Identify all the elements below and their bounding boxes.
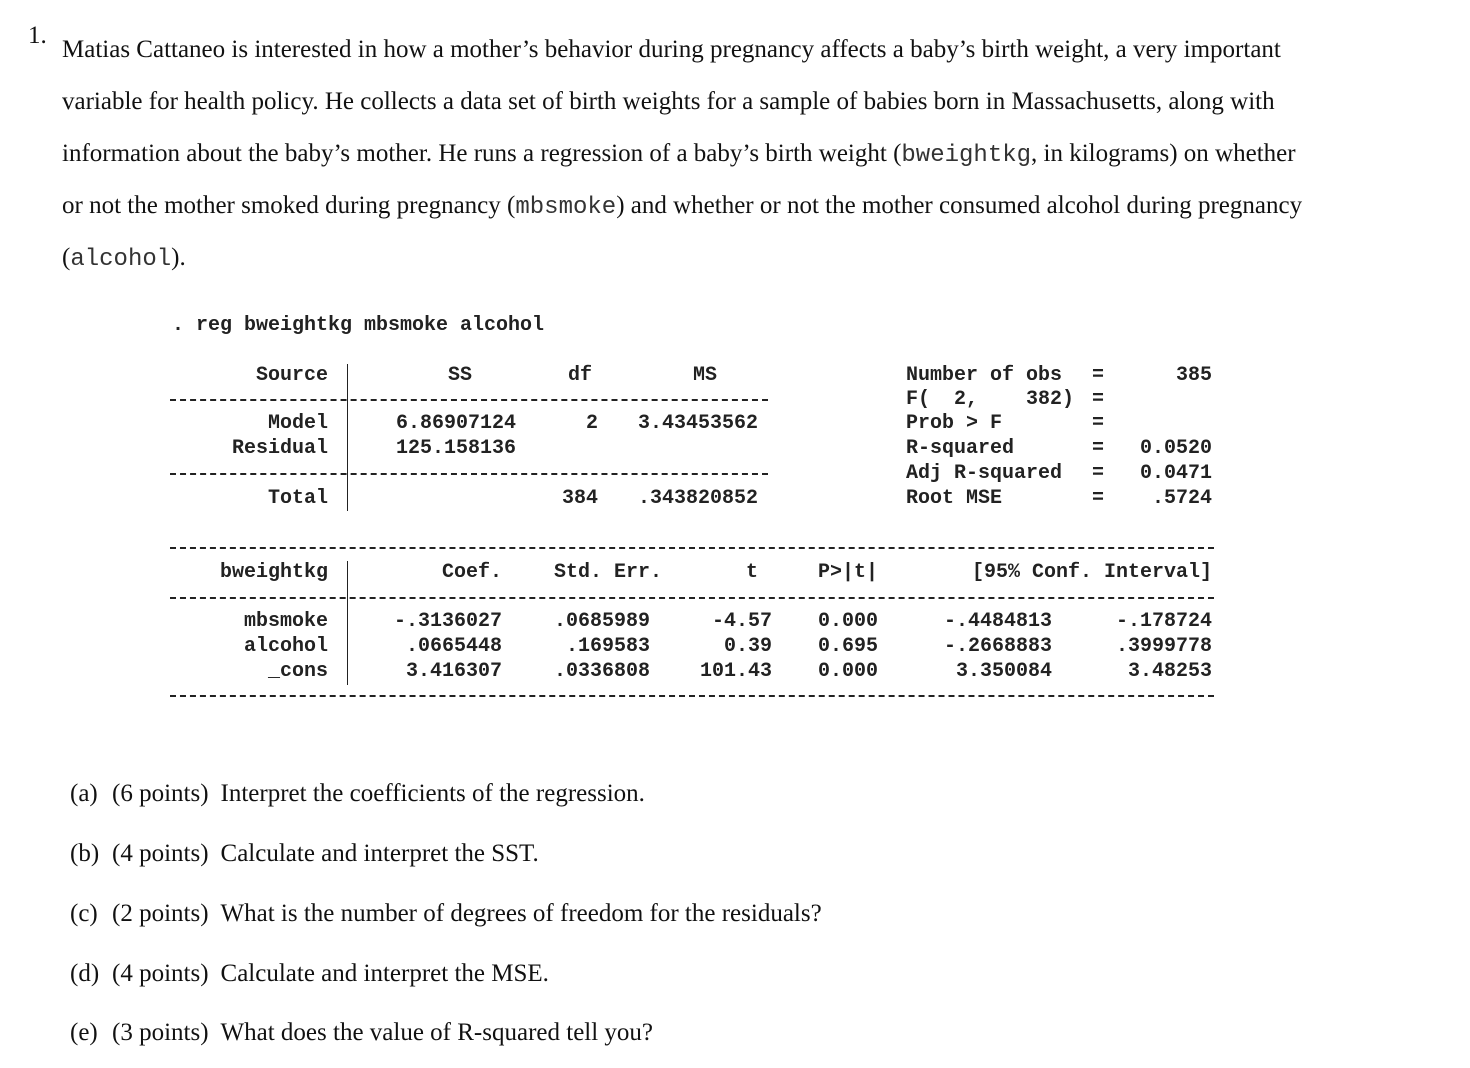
problem-line-2: variable for health policy. He collects a data set of birth weights for a sample of babies born in Massachusetts, along with bbox=[62, 88, 1275, 115]
coef-header-ci: [95% Conf. Interval] bbox=[971, 561, 1212, 584]
stat-label-adjrsq: Adj R-squared bbox=[906, 462, 1063, 485]
stat-eq-rsq: = bbox=[1092, 437, 1105, 460]
coef-p-cons: 0.000 bbox=[817, 660, 878, 683]
stat-eq-adjrsq: = bbox=[1092, 462, 1105, 485]
question-label: (a) bbox=[70, 780, 98, 807]
coef-separator-top bbox=[170, 547, 1214, 549]
problem-line-5 bbox=[62, 244, 186, 273]
anova-source-model: Model bbox=[267, 412, 328, 435]
stat-value-nobs: 385 bbox=[1175, 364, 1212, 387]
question-label: (b) bbox=[70, 840, 100, 867]
line5-close: ). bbox=[171, 244, 186, 271]
anova-ss-model: 6.86907124 bbox=[395, 412, 516, 435]
anova-separator-mid bbox=[170, 473, 768, 475]
anova-df-model: 2 bbox=[585, 412, 598, 435]
stat-eq-probf: = bbox=[1092, 412, 1105, 435]
stat-value-adjrsq: 0.0471 bbox=[1139, 462, 1212, 485]
question-text: Interpret the coefficients of the regression. bbox=[220, 780, 645, 807]
question-points: (2 points) bbox=[112, 900, 209, 927]
question-label: (c) bbox=[70, 900, 98, 927]
anova-df-total: 384 bbox=[561, 487, 598, 510]
stat-label-probf: Prob > F bbox=[906, 412, 1003, 435]
question-points: (4 points) bbox=[112, 840, 209, 867]
stat-label-f: F( 2, 382) bbox=[906, 388, 1075, 411]
coef-header-coef: Coef. bbox=[441, 561, 502, 584]
stata-command: . reg bweightkg mbsmoke alcohol bbox=[172, 314, 545, 337]
coef-t-cons: 101.43 bbox=[699, 660, 772, 683]
coef-p-mbsmoke: 0.000 bbox=[817, 610, 878, 633]
question-points: (3 points) bbox=[112, 1019, 209, 1046]
question-label: (e) bbox=[70, 1019, 98, 1046]
question-label: (d) bbox=[70, 960, 100, 987]
anova-header-source: Source bbox=[255, 364, 328, 387]
question-text: Calculate and interpret the SST. bbox=[220, 840, 539, 867]
coef-se-mbsmoke: .0685989 bbox=[553, 610, 650, 633]
question-text: What is the number of degrees of freedom for the residuals? bbox=[220, 900, 822, 927]
line3-post: , in kilograms) on whether bbox=[1031, 140, 1296, 167]
coef-value-alcohol: .0665448 bbox=[405, 635, 502, 658]
coef-se-cons: .0336808 bbox=[553, 660, 650, 683]
problem-line-3 bbox=[62, 140, 1296, 169]
var-mbsmoke: mbsmoke bbox=[515, 194, 617, 221]
coef-value-mbsmoke: -.3136027 bbox=[393, 610, 502, 633]
anova-header-df: df bbox=[567, 364, 592, 387]
stat-value-rsq: 0.0520 bbox=[1139, 437, 1212, 460]
coef-var-mbsmoke: mbsmoke bbox=[243, 610, 328, 633]
problem-line-4 bbox=[62, 192, 1302, 221]
line5-open: ( bbox=[62, 244, 71, 271]
coef-p-alcohol: 0.695 bbox=[817, 635, 878, 658]
line4-pre: or not the mother smoked during pregnancy ( bbox=[62, 192, 516, 219]
coef-hi-cons: 3.48253 bbox=[1127, 660, 1212, 683]
line4-post: ) and whether or not the mother consumed alcohol during pregnancy bbox=[616, 192, 1303, 219]
problem-number: 1. bbox=[28, 22, 47, 49]
question-text: Calculate and interpret the MSE. bbox=[220, 960, 549, 987]
anova-ms-total: .343820852 bbox=[637, 487, 758, 510]
question-e bbox=[70, 1019, 653, 1047]
coef-lo-alcohol: -.2668883 bbox=[943, 635, 1052, 658]
coef-header-var: bweightkg bbox=[219, 561, 328, 584]
stat-label-rootmse: Root MSE bbox=[906, 487, 1003, 510]
question-points: (6 points) bbox=[112, 780, 209, 807]
stat-label-nobs: Number of obs bbox=[906, 364, 1063, 387]
question-a bbox=[70, 780, 645, 808]
var-alcohol: alcohol bbox=[70, 246, 172, 273]
anova-ss-residual: 125.158136 bbox=[395, 437, 516, 460]
coef-hi-mbsmoke: -.178724 bbox=[1115, 610, 1212, 633]
stat-value-rootmse: .5724 bbox=[1151, 487, 1212, 510]
coef-var-alcohol: alcohol bbox=[243, 635, 328, 658]
coef-header-t: t bbox=[745, 561, 758, 584]
line3-pre: information about the baby’s mother. He runs a regression of a baby’s birth weight ( bbox=[62, 140, 902, 167]
coef-hi-alcohol: .3999778 bbox=[1115, 635, 1212, 658]
problem-line-1: Matias Cattaneo is interested in how a mother’s behavior during pregnancy affects a baby’s birth weight, a very important bbox=[62, 36, 1281, 63]
question-b bbox=[70, 840, 539, 868]
coef-value-cons: 3.416307 bbox=[405, 660, 502, 683]
question-points: (4 points) bbox=[112, 960, 209, 987]
coef-header-p: P>|t| bbox=[817, 561, 878, 584]
question-d bbox=[70, 960, 549, 988]
anova-source-total: Total bbox=[267, 487, 328, 510]
question-text: What does the value of R-squared tell you? bbox=[220, 1019, 654, 1046]
anova-separator-top bbox=[170, 399, 768, 401]
coef-separator-mid bbox=[170, 597, 1214, 599]
coef-se-alcohol: .169583 bbox=[565, 635, 650, 658]
var-bweightkg: bweightkg bbox=[901, 142, 1032, 169]
anova-header-ms: MS bbox=[692, 364, 717, 387]
coef-t-alcohol: 0.39 bbox=[723, 635, 772, 658]
stat-eq-nobs: = bbox=[1092, 364, 1105, 387]
coef-header-se: Std. Err. bbox=[553, 561, 662, 584]
coef-lo-mbsmoke: -.4484813 bbox=[943, 610, 1052, 633]
coef-lo-cons: 3.350084 bbox=[955, 660, 1052, 683]
question-c bbox=[70, 900, 822, 928]
coef-var-cons: _cons bbox=[267, 660, 328, 683]
coef-vertical-bar bbox=[347, 561, 348, 685]
anova-header-ss: SS bbox=[447, 364, 472, 387]
coef-separator-bottom bbox=[170, 695, 1214, 697]
coef-t-mbsmoke: -4.57 bbox=[711, 610, 772, 633]
anova-source-residual: Residual bbox=[231, 437, 328, 460]
stat-label-rsq: R-squared bbox=[906, 437, 1015, 460]
anova-ms-model: 3.43453562 bbox=[637, 412, 758, 435]
anova-vertical-bar bbox=[347, 364, 348, 511]
stat-eq-f: = bbox=[1092, 388, 1105, 411]
stat-eq-rootmse: = bbox=[1092, 487, 1105, 510]
